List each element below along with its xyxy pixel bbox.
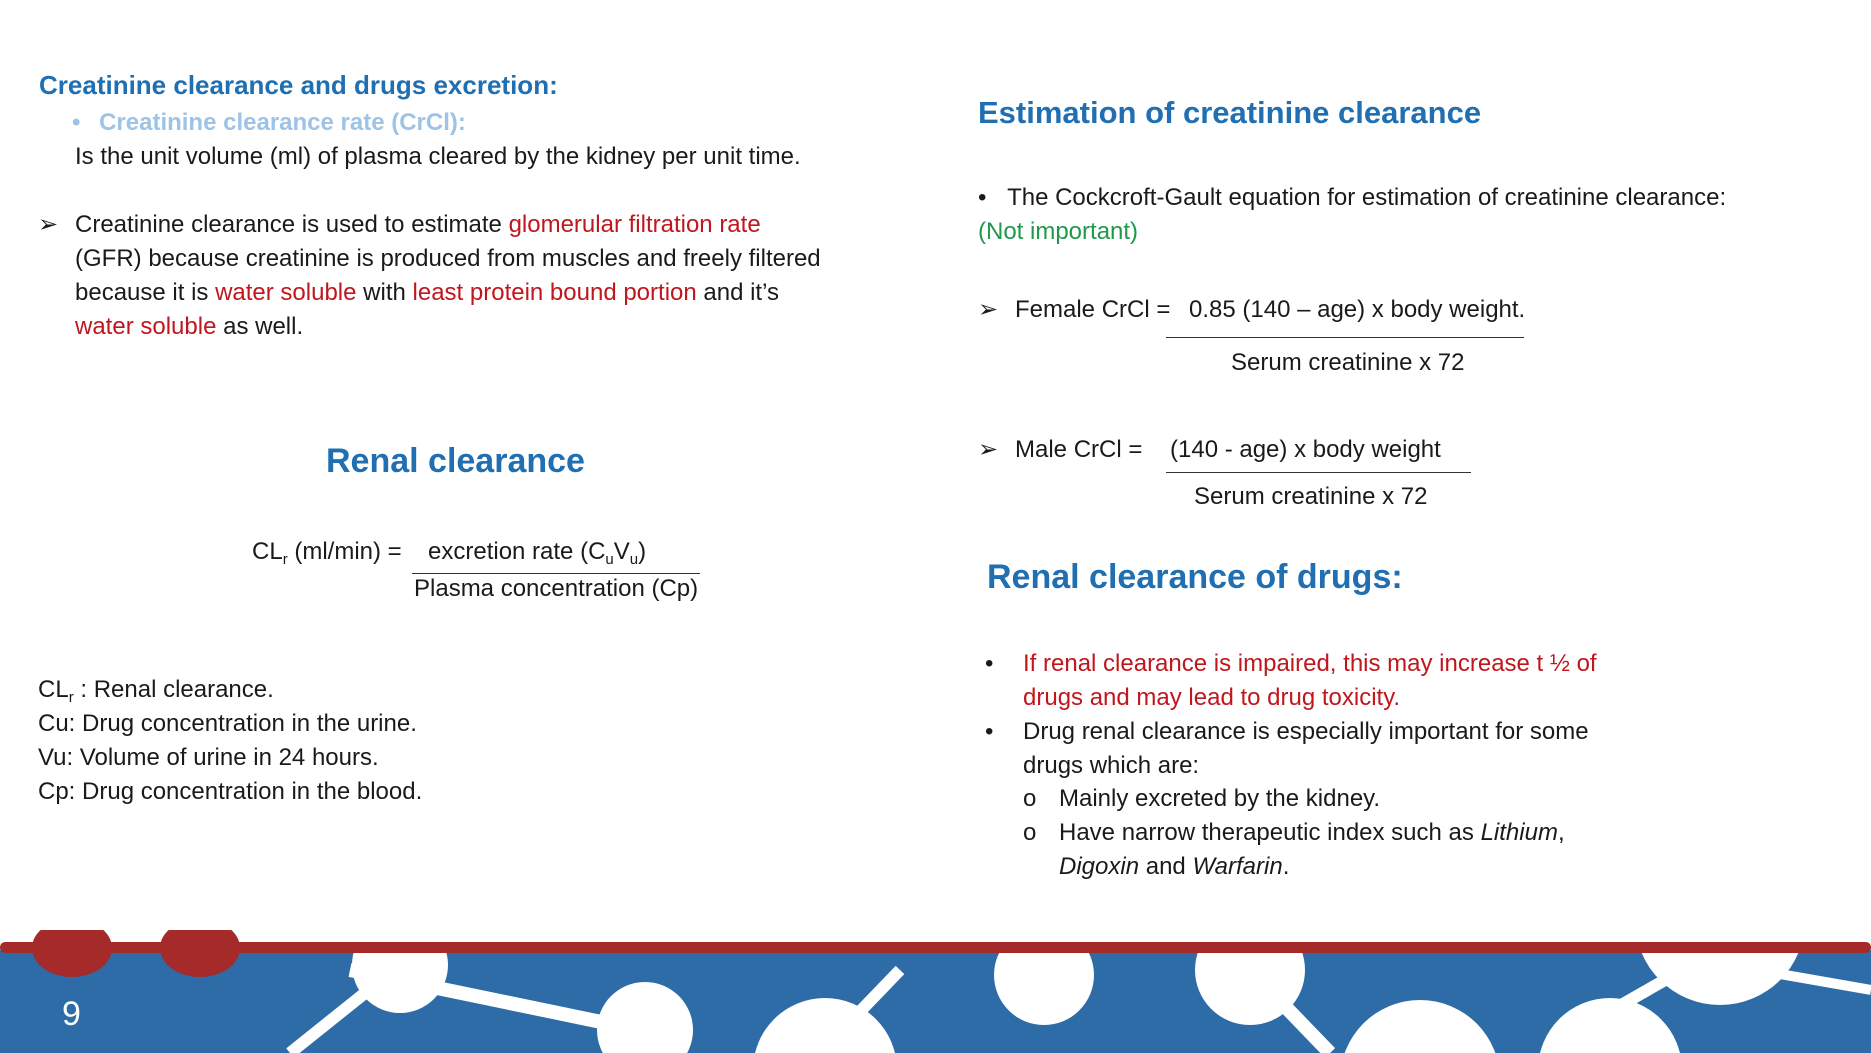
arrow-bullet-icon: ➢: [38, 211, 59, 238]
female-denominator: Serum creatinine x 72: [1231, 349, 1465, 376]
arrow-bullet-icon: ➢: [978, 296, 999, 323]
legend-line-4: Cp: Drug concentration in the blood.: [38, 778, 423, 805]
renal-drugs-title: Renal clearance of drugs:: [987, 558, 1403, 596]
formula-numerator: excretion rate $(C_uV_u)$: [428, 538, 647, 568]
para-line-1: Creatinine clearance is used to estimate glomerular filtration rate: [75, 211, 761, 238]
right-heading: Estimation of creatinine clearance: [978, 95, 1482, 130]
not-important-note: (Not important): [978, 218, 1139, 245]
cg-bullet: • The Cockcroft-Gault equation for estimation of creatinine clearance:: [978, 184, 1727, 211]
bullet-dot: •: [978, 184, 987, 211]
female-numerator: 0.85 (140 – age) x body weight.: [1189, 296, 1526, 323]
crcl-label: Creatinine clearance rate (CrCl):: [99, 109, 466, 136]
female-fraction-line: [1166, 337, 1524, 338]
circle-bullet-icon: o: [1023, 819, 1037, 846]
legend-line-1: $CL_r$ : Renal clearance.: [38, 676, 274, 706]
legend-line-2: Cu: Drug concentration in the urine.: [38, 710, 417, 737]
female-label: Female CrCl =: [1015, 296, 1171, 323]
bullet-dot: •: [985, 718, 994, 745]
male-fraction-line: [1166, 472, 1471, 473]
page-number: 9: [62, 995, 81, 1033]
formula-lhs: $CL_r$ (ml/min) =: [252, 538, 402, 568]
para-line-4: water soluble as well.: [75, 313, 304, 340]
bullet2-line1: Drug renal clearance is especially important for some: [1023, 718, 1589, 745]
male-numerator: (140 - age) x body weight: [1170, 436, 1441, 463]
renal-clearance-title: Renal clearance: [326, 442, 585, 480]
male-label: Male CrCl =: [1015, 436, 1143, 463]
male-denominator: Serum creatinine x 72: [1194, 483, 1428, 510]
bullet-dot: •: [72, 109, 81, 136]
bullet-dot: •: [985, 650, 994, 677]
sub-bullet-2-cont: Digoxin and Warfarin.: [1059, 853, 1290, 880]
para-line-2: (GFR) because creatinine is produced from muscles and freely filtered: [75, 245, 821, 272]
formula-denominator: Plasma concentration (Cp): [414, 575, 699, 602]
crcl-definition: Is the unit volume (ml) of plasma cleared by the kidney per unit time.: [75, 143, 801, 170]
footer-banner: [0, 930, 1871, 1053]
legend-line-3: Vu: Volume of urine in 24 hours.: [38, 744, 379, 771]
bullet1-line2: drugs and may lead to drug toxicity.: [1023, 684, 1401, 711]
left-heading: Creatinine clearance and drugs excretion:: [39, 70, 558, 100]
bullet2-line2: drugs which are:: [1023, 752, 1200, 779]
circle-bullet-icon: o: [1023, 785, 1037, 812]
para-line-3: because it is water soluble with least protein bound portion and it’s: [75, 279, 779, 306]
sub-bullet-1: Mainly excreted by the kidney.: [1059, 785, 1381, 812]
left-bullet: [72, 106, 466, 140]
sub-bullet-2: Have narrow therapeutic index such as Lithium,: [1059, 819, 1565, 846]
arrow-bullet-icon: ➢: [978, 436, 999, 463]
bullet1-line1: If renal clearance is impaired, this may increase t ½ of: [1023, 650, 1597, 677]
footer-red-bar: [0, 942, 1871, 953]
